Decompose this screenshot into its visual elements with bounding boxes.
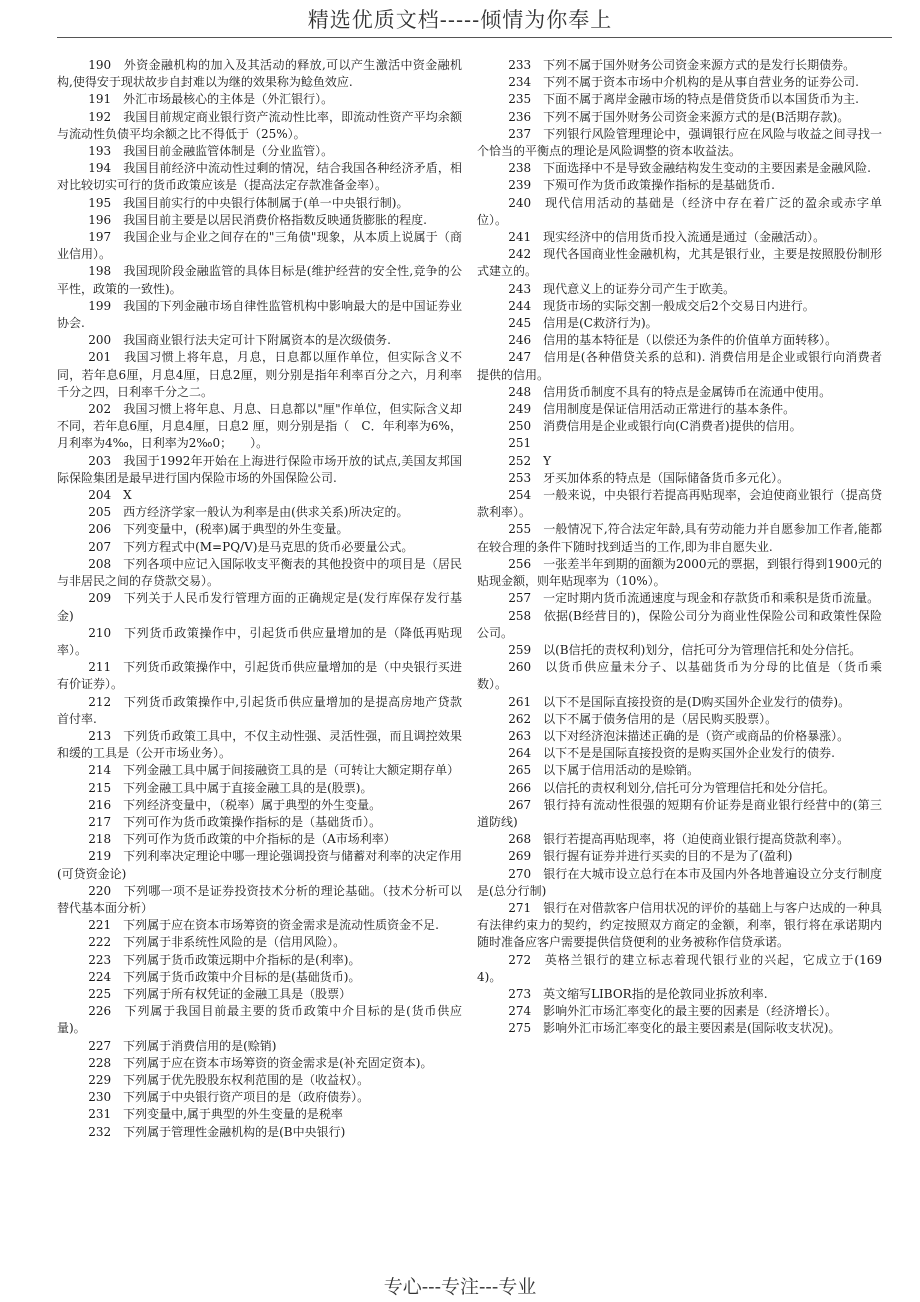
- question-item: 209 下列关于人民币发行管理方面的正确规定是(发行库保存发行基金): [57, 591, 462, 623]
- question-item: 205 西方经济学家一般认为利率是由(供求关系)所决定的。: [88, 505, 409, 520]
- question-item: 268 银行若提高再贴现率，将（迫使商业银行提高贷款利率）。: [508, 832, 850, 847]
- question-item: 227 下列属于消费信用的是(赊销): [88, 1038, 277, 1053]
- question-item: 254 一般来说，中央银行若提高再贴现率，会迫使商业银行（提高贷款利率）。: [477, 488, 882, 520]
- question-item: 222 下列属于非系统性风险的是（信用风险）。: [88, 935, 346, 950]
- question-item: 230 下列属于中央银行资产项目的是（政府债券）。: [88, 1090, 370, 1105]
- question-item: 240 现代信用活动的基础是（经济中存在着广泛的盈余或赤字单位）。: [477, 195, 882, 227]
- question-item: 245 信用是(C救济行为)。: [508, 316, 658, 331]
- question-item: 196 我国目前主要是以居民消费价格指数反映通货膨胀的程度.: [88, 212, 427, 227]
- question-item: 216 下列经济变量中，（税率）属于典型的外生变量。: [88, 797, 382, 812]
- question-item: 252 Y: [508, 453, 552, 468]
- question-item: 258 依据(B经营目的)，保险公司分为商业性保险公司和政策性保险公司。: [477, 608, 882, 640]
- question-item: 197 我国企业与企业之间存在的"三角债"现象，从本质上说属于（商业信用）。: [57, 230, 462, 262]
- question-item: 246 信用的基本特征是（以偿还为条件的价值单方面转移）。: [508, 333, 838, 348]
- question-item: 264 以下不是是国际直接投资的是购买国外企业发行的债券.: [508, 746, 835, 761]
- question-item: 274 影响外汇市场汇率变化的最主要的因素是（经济增长）。: [508, 1004, 838, 1019]
- question-item: 223 下列属于货币政策远期中介指标的是(利率)。: [88, 952, 361, 967]
- question-item: 259 以(B信托的责权利)划分，信托可分为管理信托和处分信托。: [508, 642, 862, 657]
- question-item: 250 消费信用是企业或银行向(C消费者)提供的信用。: [508, 419, 802, 434]
- question-item: 195 我国目前实行的中央银行体制属于(单一中央银行制)。: [88, 195, 409, 210]
- question-item: 204 X: [88, 488, 132, 503]
- question-item: 211 下列货币政策操作中，引起货币供应量增加的是（中央银行买进有价证券）。: [57, 660, 462, 692]
- question-item: 260 以货币供应量未分子、以基础货币为分母的比值是（货币乘数）。: [477, 660, 882, 692]
- question-item: 214 下列金融工具中属于间接融资工具的是（可转让大额定期存单）: [88, 763, 460, 778]
- question-item: 267 银行持有流动性很强的短期有价证券是商业银行经营中的(第三道防线): [477, 797, 882, 829]
- question-item: 275 影响外汇市场汇率变化的最主要因素是(国际收支状况)。: [508, 1021, 841, 1036]
- question-item: 231 下列变量中,属于典型的外生变量的是税率: [88, 1107, 343, 1122]
- question-item: 219 下列利率决定理论中哪一理论强调投资与储蓄对利率的决定作用(可贷资金论): [57, 849, 462, 881]
- question-item: 194 我国目前经济中流动性过剩的情况，结合我国各种经济矛盾，相对比较切实可行的货币政策应该是（提高法定存款准备金率）。: [57, 161, 462, 193]
- question-item: 265 以下属于信用活动的是赊销。: [508, 763, 700, 778]
- question-item: 192 我国目前规定商业银行资产流动性比率，即流动性资产平均余额与流动性负债平均余额之比不得低于（25%）。: [57, 109, 462, 141]
- question-item: 273 英文缩写LIBOR指的是伦敦同业拆放利率.: [508, 986, 768, 1001]
- question-item: 212 下列货币政策操作中,引起货币供应量增加的是提高房地产贷款首付率.: [57, 694, 462, 726]
- question-item: 232 下列属于管理性金融机构的是(B中央银行): [88, 1124, 346, 1139]
- page-header: [0, 0, 920, 44]
- question-item: 253 牙买加体系的特点是（国际储备货币多元化）。: [508, 470, 790, 485]
- question-item: 243 现代意义上的证券分司产生于欧美。: [508, 281, 736, 296]
- question-item: 228 下列属于应在资本市场筹资的资金需求是(补充固定资本)。: [88, 1055, 433, 1070]
- question-item: 237 下列银行风险管理理论中，强调银行应在风险与收益之间寻找一个恰当的平衡点的理论是风险调整的资本收益法。: [477, 126, 882, 159]
- question-item: 257 一定时期内货币流通速度与现金和存款货币和乘积是货币流量。: [508, 591, 880, 606]
- question-item: 193 我国目前金融监管体制是（分业监管）。: [88, 144, 334, 159]
- question-item: 207 下列方程式中(M=PQ/V)是马克思的货币必要量公式。: [88, 539, 414, 554]
- question-item: 206 下列变量中，(税率)属于典型的外生变量。: [88, 522, 349, 537]
- question-item: 234 下列不属于资本市场中介机构的是从事自营业务的证券公司.: [508, 75, 859, 90]
- question-item: 248 信用货币制度不具有的特点是金属铸币在流通中使用。: [508, 384, 832, 399]
- question-item: 270 银行在大城市设立总行在本市及国内外各地普遍设立分支行制度是(总分行制): [477, 866, 882, 898]
- question-item: 271 银行在对借款客户信用状况的评价的基础上与客户达成的一种具有法律约束力的契约，约定按照双方商定的金额，利率，银行将在承诺期内随时准备应客户需要提供信贷便利的业务被称作信贷承诺。: [477, 900, 882, 950]
- question-item: 261 以下不是国际直接投资的是(D购买国外企业发行的债券)。: [508, 694, 851, 709]
- question-item: 199 我国的下列金融市场自律性监管机构中影响最大的是中国证券业协会.: [57, 298, 462, 331]
- question-item: 225 下列属于所有权凭证的金融工具是（股票）: [88, 986, 352, 1001]
- question-item: 242 现代各国商业性金融机构，尤其是银行业，主要是按照股份制形式建立的。: [477, 247, 882, 279]
- question-item: 202 我国习惯上将年息、月息、日息都以"厘"作单位，但实际含义却不同，若年息6厘，月息4厘，日息2 厘，则分别是指（ C．年利率为6%，月利率为4‰，日利率为2‰0； ）。: [57, 402, 462, 451]
- question-item: 217 下列可作为货币政策操作指标的是（基础货币）。: [88, 814, 382, 829]
- question-item: 191 外汇市场最核心的主体是（外汇银行）。: [88, 92, 334, 107]
- question-item: 235 下面不属于离岸金融市场的特点是借贷货币以本国货币为主.: [508, 92, 859, 107]
- question-item: 210 下列货币政策操作中，引起货币供应量增加的是（降低再贴现率）。: [57, 625, 462, 657]
- question-item: 198 我国现阶段金融监管的具体目标是(维护经营的安全性,竞争的公平性，政策的一致性)。: [57, 264, 462, 296]
- question-item: 251: [508, 436, 532, 451]
- question-item: 233 下列不属于国外财务公司资金来源方式的是发行长期债券。: [508, 58, 856, 72]
- question-item: 266 以信托的责权利划分,信托可分为管理信托和处分信托。: [508, 780, 835, 795]
- question-item: 263 以下对经济泡沫描述正确的是（资产或商品的价格暴涨）。: [508, 728, 850, 743]
- question-item: 229 下列属于优先股股东权利范围的是（收益权）。: [88, 1072, 370, 1087]
- question-item: 244 现货市场的实际交割一般成交后2个交易日内进行。: [508, 298, 815, 313]
- left-column: [57, 57, 462, 1141]
- question-item: 241 现实经济中的信用货币投入流通是通过（金融活动）。: [508, 230, 826, 245]
- question-item: 249 信用制度是保证信用活动正常进行的基本条件。: [508, 402, 796, 417]
- question-item: 213 下列货币政策工具中，不仅主动性强、灵活性强，而且调控效果和缓的工具是（公开市场业务）。: [57, 728, 462, 761]
- question-item: 200 我国商业银行法夫定可计下附属资本的是次级债务.: [88, 333, 391, 348]
- right-column: [477, 57, 882, 1038]
- question-item: 224 下列属于货币政策中介目标的是(基础货币)。: [88, 969, 361, 984]
- question-item: 221 下列属于应在资本市场筹资的资金需求是流动性质资金不足.: [88, 918, 439, 933]
- question-item: 255 一般情况下,符合法定年龄,具有劳动能力并自愿参加工作者,能都在较合理的条件下随时找到适当的工作,即为非自愿失业.: [477, 522, 882, 554]
- question-item: 226 下列属于我国目前最主要的货币政策中介目标的是(货币供应量)。: [57, 1004, 462, 1036]
- page-footer: 专心---专注---专业: [383, 1276, 537, 1298]
- question-item: 269 银行握有证券并进行买卖的目的不是为了(盈利): [508, 849, 793, 864]
- question-item: 247 信用是(各种借贷关系的总和). 消费信用是企业或银行向消费者提供的信用。: [477, 350, 882, 382]
- page-title: 精选优质文档-----倾情为你奉上: [307, 8, 613, 32]
- question-item: 272 英格兰银行的建立标志着现代银行业的兴起，它成立于(1694)。: [477, 952, 882, 984]
- question-item: 236 下列不属于国外财务公司资金来源方式的是(B活期存款)。: [508, 109, 850, 124]
- question-item: 238 下面选择中不是导致金融结构发生变动的主要因素是金融风险.: [508, 161, 871, 176]
- header-divider: [57, 37, 892, 38]
- question-item: 256 一张差半年到期的面额为2000元的票据，到银行得到1900元的贴现金额，则年贴现率为（10%）。: [477, 556, 882, 589]
- question-item: 190 外资金融机构的加入及其活动的释放,可以产生激活中资金融机构,使得安于现状故步自封难以为继的效果称为鲶鱼效应.: [57, 58, 462, 90]
- question-item: 208 下列各项中应记入国际收支平衡表的其他投资中的项目是（居民与非居民之间的存贷款交易）。: [57, 556, 462, 589]
- question-item: 215 下列金融工具中属于直接金融工具的是(股票)。: [88, 780, 373, 795]
- question-item: 203 我国于1992年开始在上海进行保险市场开放的试点,美国友邦国际保险集团是最早进行国内保险市场的外国保险公司.: [57, 453, 462, 485]
- question-item: 220 下列哪一项不是证券投资技术分析的理论基础。（技术分析可以替代基本面分析）: [57, 883, 462, 915]
- question-item: 262 以下不属于债务信用的是（居民购买股票）。: [508, 711, 778, 726]
- question-item: 239 下殒可作为货币政策操作指标的是基础货币.: [508, 178, 775, 193]
- question-item: 201 我国习惯上将年息，月息，日息都以厘作单位，但实际含义不同，若年息6厘，月息4厘，日息2厘，则分别是指年利率百分之六，月利率千分之四，日利率千分之二。: [57, 350, 462, 399]
- question-item: 218 下列可作为货币政策的中介指标的是（A市场利率）: [88, 832, 396, 847]
